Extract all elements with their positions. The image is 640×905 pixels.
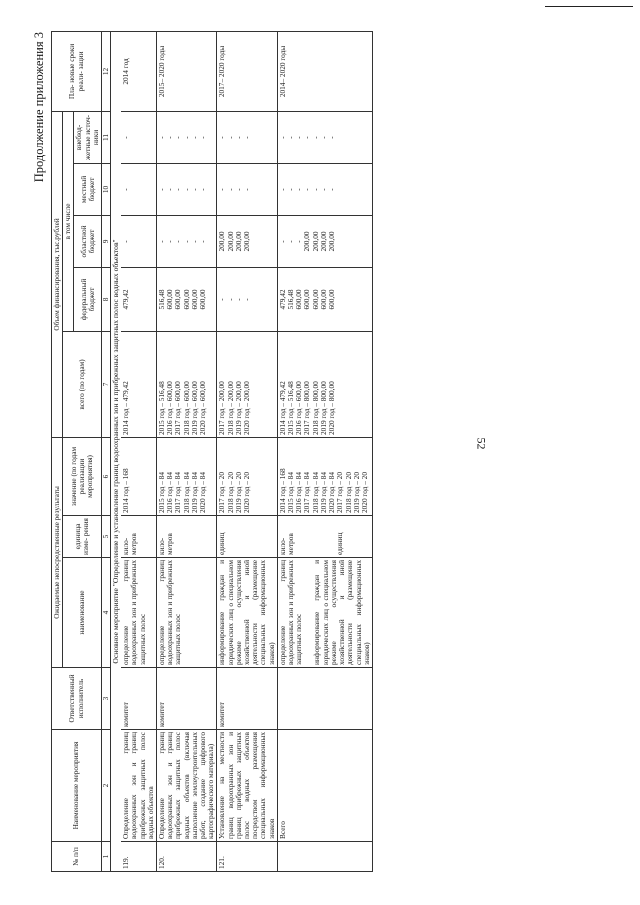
row-number: 119.: [121, 842, 156, 872]
extra-line: -: [242, 136, 252, 139]
extra-line: -: [318, 136, 328, 139]
col-header-name: Наименование мероприятия: [52, 730, 102, 842]
row-result-name: определение границ водоохранных зон и прибрежных защитных полос: [157, 558, 217, 668]
table-row: [157, 31, 217, 871]
total-line: 2018 год – 600,00: [181, 381, 191, 435]
col-number: 2: [102, 730, 111, 842]
col-header-extra: внебюд- жетные источ- ники: [74, 111, 102, 163]
local-line: -: [286, 188, 296, 191]
col-header-local: местный бюджет: [74, 163, 102, 215]
total-extra: [277, 111, 372, 163]
row-regional: [217, 215, 277, 267]
total-line: 2015 год – 516,48: [157, 381, 167, 435]
regional-line: -: [277, 240, 287, 243]
value-line: 2019 год – 84: [189, 472, 199, 513]
extra-line: -: [225, 136, 235, 139]
col-header-no: № п/п: [52, 842, 102, 872]
regional-line: -: [286, 240, 296, 243]
value-line: 2018 год – 84: [310, 472, 320, 513]
extra-line: -: [302, 136, 312, 139]
local-line: -: [173, 188, 183, 191]
value-line: 2020 год – 84: [198, 472, 208, 513]
total-line: 2016 год – 600,00: [294, 381, 304, 435]
regional-line: 200,00: [327, 231, 337, 252]
total-line: 2015 год – 516,48: [286, 381, 296, 435]
extra-line: -: [286, 136, 296, 139]
federal-line: 600,00: [318, 289, 328, 310]
row-executor: комитет: [121, 668, 156, 730]
value-line: 2019 год – 84: [318, 472, 328, 513]
col-header-terms: Пла- новые сроки реали- зации: [52, 31, 102, 111]
row-measure-name: Определение границ водоохранных зон и границ прибрежных защитных полос водных объектов: [121, 730, 156, 842]
regional-line: -: [198, 240, 208, 243]
total-values: [277, 437, 372, 515]
value-line: 2017 год – 20: [335, 472, 345, 513]
regional-line: -: [165, 240, 175, 243]
local-line: -: [302, 188, 312, 191]
extra-line: -: [189, 136, 199, 139]
total-line: 2016 год – 600,00: [165, 381, 175, 435]
value-line: 2017 год – 20: [217, 472, 227, 513]
value-line: 2014 год – 168: [121, 468, 131, 513]
regional-line: -: [157, 240, 167, 243]
row-values: [121, 437, 156, 515]
row-values: [217, 437, 277, 515]
local-line: -: [318, 188, 328, 191]
row-total: [121, 331, 156, 437]
column-numbers-row: [102, 31, 111, 871]
regional-line: -: [121, 240, 131, 243]
value-line: 2020 год – 20: [359, 472, 369, 513]
row-extra: [157, 111, 217, 163]
total-line: 2019 год – 800,00: [318, 381, 328, 435]
col-number: 4: [102, 558, 111, 668]
row-terms: 2014 год: [121, 31, 156, 111]
total-total: [277, 331, 372, 437]
total-result-names: [277, 558, 372, 668]
total-line: 2020 год – 800,00: [327, 381, 337, 435]
total-label: Всего: [277, 730, 372, 842]
row-extra: [217, 111, 277, 163]
extra-line: -: [277, 136, 287, 139]
regional-line: -: [189, 240, 199, 243]
table-row: [121, 31, 156, 871]
total-line: 2019 год – 200,00: [233, 381, 243, 435]
local-line: -: [242, 188, 252, 191]
total-line: 2019 год – 600,00: [189, 381, 199, 435]
extra-line: -: [294, 136, 304, 139]
federal-line: 516,48: [157, 289, 167, 310]
local-line: -: [157, 188, 167, 191]
regional-line: -: [294, 240, 304, 243]
total-line: 2014 год – 479,42: [121, 381, 131, 435]
row-number: 121.: [217, 842, 277, 872]
extra-line: -: [181, 136, 191, 139]
value-line: 2017 год – 84: [173, 472, 183, 513]
page-number: 52: [474, 437, 489, 450]
row-values: [157, 437, 217, 515]
col-header-unit: единица изме- рения: [63, 516, 102, 558]
value-line: 2017 год – 84: [302, 472, 312, 513]
col-header-federal: федеральный бюджет: [74, 267, 102, 331]
row-regional: [121, 215, 156, 267]
row-federal: [157, 267, 217, 331]
value-line: 2015 год – 84: [286, 472, 296, 513]
top-rule: [545, 6, 633, 7]
row-result-name: информирование граждан и юридических лиц о специальном режиме осуществления хозяйственной и иной деятельности (размещение специальных информационных знаков): [217, 558, 277, 668]
rotated-page: [32, 32, 494, 872]
local-line: -: [277, 188, 287, 191]
value-line: 2018 год – 20: [343, 472, 353, 513]
row-number: [277, 842, 372, 872]
local-line: -: [310, 188, 320, 191]
col-number: 6: [102, 437, 111, 515]
extra-line: -: [173, 136, 183, 139]
regional-line: -: [181, 240, 191, 243]
total-line: 2020 год – 600,00: [198, 381, 208, 435]
extra-line: -: [165, 136, 175, 139]
col-number: 12: [102, 31, 111, 111]
col-number: 10: [102, 163, 111, 215]
federal-line: 600,00: [327, 289, 337, 310]
total-line: 2018 год – 200,00: [225, 381, 235, 435]
row-executor: [277, 668, 372, 730]
total-result-name: определение границ водоохранных зон и прибрежных защитных полос: [277, 560, 304, 665]
total-regional: [277, 215, 372, 267]
local-line: -: [217, 188, 227, 191]
col-header-finance: Объем финансирования, тыс.рублей: [52, 111, 63, 437]
extra-line: -: [121, 136, 131, 139]
regional-line: 200,00: [225, 231, 235, 252]
col-header-regional: областной бюджет: [74, 215, 102, 267]
value-line: 2020 год – 20: [242, 472, 252, 513]
row-unit: кило- метров: [157, 516, 217, 558]
row-measure-name: Определение границ водоохранных зон и границ прибрежных защитных полос водных объектов (включая выполнение землеустроительных работ, создание цифрового картографического материала): [157, 730, 217, 842]
row-local: [217, 163, 277, 215]
value-line: 2020 год – 84: [327, 472, 337, 513]
value-line: 2014 год – 168: [277, 468, 287, 513]
federal-line: -: [217, 298, 227, 301]
total-units: [277, 516, 372, 558]
row-federal: [217, 267, 277, 331]
total-line: 2014 год – 479,42: [277, 381, 287, 435]
extra-line: -: [217, 136, 227, 139]
col-header-incl: в том числе: [63, 111, 74, 331]
federal-line: 479,42: [277, 289, 287, 310]
col-number: 7: [102, 331, 111, 437]
row-unit: единиц: [217, 516, 277, 558]
total-unit: единиц: [335, 532, 345, 555]
federal-line: 600,00: [302, 289, 312, 310]
local-line: -: [121, 188, 131, 191]
federal-line: 516,48: [286, 289, 296, 310]
row-regional: [157, 215, 217, 267]
col-number: 9: [102, 215, 111, 267]
value-line: 2019 год – 20: [351, 472, 361, 513]
federal-line: 600,00: [189, 289, 199, 310]
value-line: 2016 год – 84: [165, 472, 175, 513]
col-header-res-name: наименование: [63, 558, 102, 668]
row-federal: [121, 267, 156, 331]
local-line: -: [189, 188, 199, 191]
federal-line: -: [225, 298, 235, 301]
extra-line: -: [233, 136, 243, 139]
total-result-name: информирование граждан и юридических лиц о специальном режиме осуществления хозяйственной и иной деятельности (размещение специальных информационных знаков): [312, 560, 371, 665]
federal-line: 600,00: [173, 289, 183, 310]
extra-line: -: [198, 136, 208, 139]
federal-line: 600,00: [294, 289, 304, 310]
federal-line: 600,00: [181, 289, 191, 310]
federal-line: -: [233, 298, 243, 301]
federal-line: 600,00: [310, 289, 320, 310]
total-line: 2017 год – 600,00: [173, 381, 183, 435]
regional-line: 200,00: [217, 231, 227, 252]
row-local: [157, 163, 217, 215]
section-row: [111, 31, 122, 871]
total-federal: [277, 267, 372, 331]
row-total: [217, 331, 277, 437]
local-line: -: [294, 188, 304, 191]
row-total: [157, 331, 217, 437]
regional-line: -: [173, 240, 183, 243]
row-local: [121, 163, 156, 215]
total-line: 2017 год – 800,00: [302, 381, 312, 435]
value-line: 2018 год – 84: [181, 472, 191, 513]
local-line: -: [181, 188, 191, 191]
col-header-results: Ожидаемые непосредственные результаты: [52, 437, 63, 667]
value-line: 2016 год – 84: [294, 472, 304, 513]
regional-line: 200,00: [302, 231, 312, 252]
federal-line: 600,00: [198, 289, 208, 310]
regional-line: 200,00: [233, 231, 243, 252]
regional-line: 200,00: [310, 231, 320, 252]
local-line: -: [225, 188, 235, 191]
extra-line: -: [157, 136, 167, 139]
row-terms: 2015– 2020 годы: [157, 31, 217, 111]
col-number: 5: [102, 516, 111, 558]
col-number: 1: [102, 842, 111, 872]
regional-line: 200,00: [318, 231, 328, 252]
program-table: [51, 31, 373, 872]
value-line: 2018 год – 20: [225, 472, 235, 513]
row-terms: 2017– 2020 годы: [217, 31, 277, 111]
col-header-total: всего (по годам): [63, 331, 102, 437]
col-header-executor: Ответственный исполнитель: [52, 668, 102, 730]
row-executor: комитет: [157, 668, 217, 730]
total-line: 2020 год – 200,00: [242, 381, 252, 435]
extra-line: -: [310, 136, 320, 139]
col-number: 8: [102, 267, 111, 331]
col-number: 11: [102, 111, 111, 163]
federal-line: -: [242, 298, 252, 301]
value-line: 2015 год – 84: [157, 472, 167, 513]
value-line: 2019 год – 20: [233, 472, 243, 513]
section-title: Основное мероприятие "Определение и установление границ водоохранных зон и прибрежных защитных полос водных объектов": [111, 31, 122, 871]
total-unit: кило- метров: [277, 533, 296, 555]
total-line: 2018 год – 800,00: [310, 381, 320, 435]
total-row: [277, 31, 372, 871]
federal-line: 600,00: [165, 289, 175, 310]
table-row: [217, 31, 277, 871]
row-measure-name: Установление на местности границ водоохранных зон и границ прибрежных защитных полос водных объектов посредством размещения специальных информационных знаков: [217, 730, 277, 842]
row-unit: кило- метров: [121, 516, 156, 558]
local-line: -: [198, 188, 208, 191]
total-terms: 2014– 2020 годы: [277, 31, 372, 111]
row-executor: комитет: [217, 668, 277, 730]
regional-line: 200,00: [242, 231, 252, 252]
local-line: -: [165, 188, 175, 191]
local-line: -: [327, 188, 337, 191]
col-header-value: значение (по годам реализации мероприятия): [63, 437, 102, 515]
col-number: 3: [102, 668, 111, 730]
total-local: [277, 163, 372, 215]
total-line: 2017 год – 200,00: [217, 381, 227, 435]
row-result-name: определение границ водоохранных зон и прибрежных защитных полос: [121, 558, 156, 668]
extra-line: -: [327, 136, 337, 139]
federal-line: 479,42: [121, 289, 131, 310]
local-line: -: [233, 188, 243, 191]
page-heading: Продолжение приложения 3: [32, 32, 46, 183]
row-number: 120.: [157, 842, 217, 872]
row-extra: [121, 111, 156, 163]
